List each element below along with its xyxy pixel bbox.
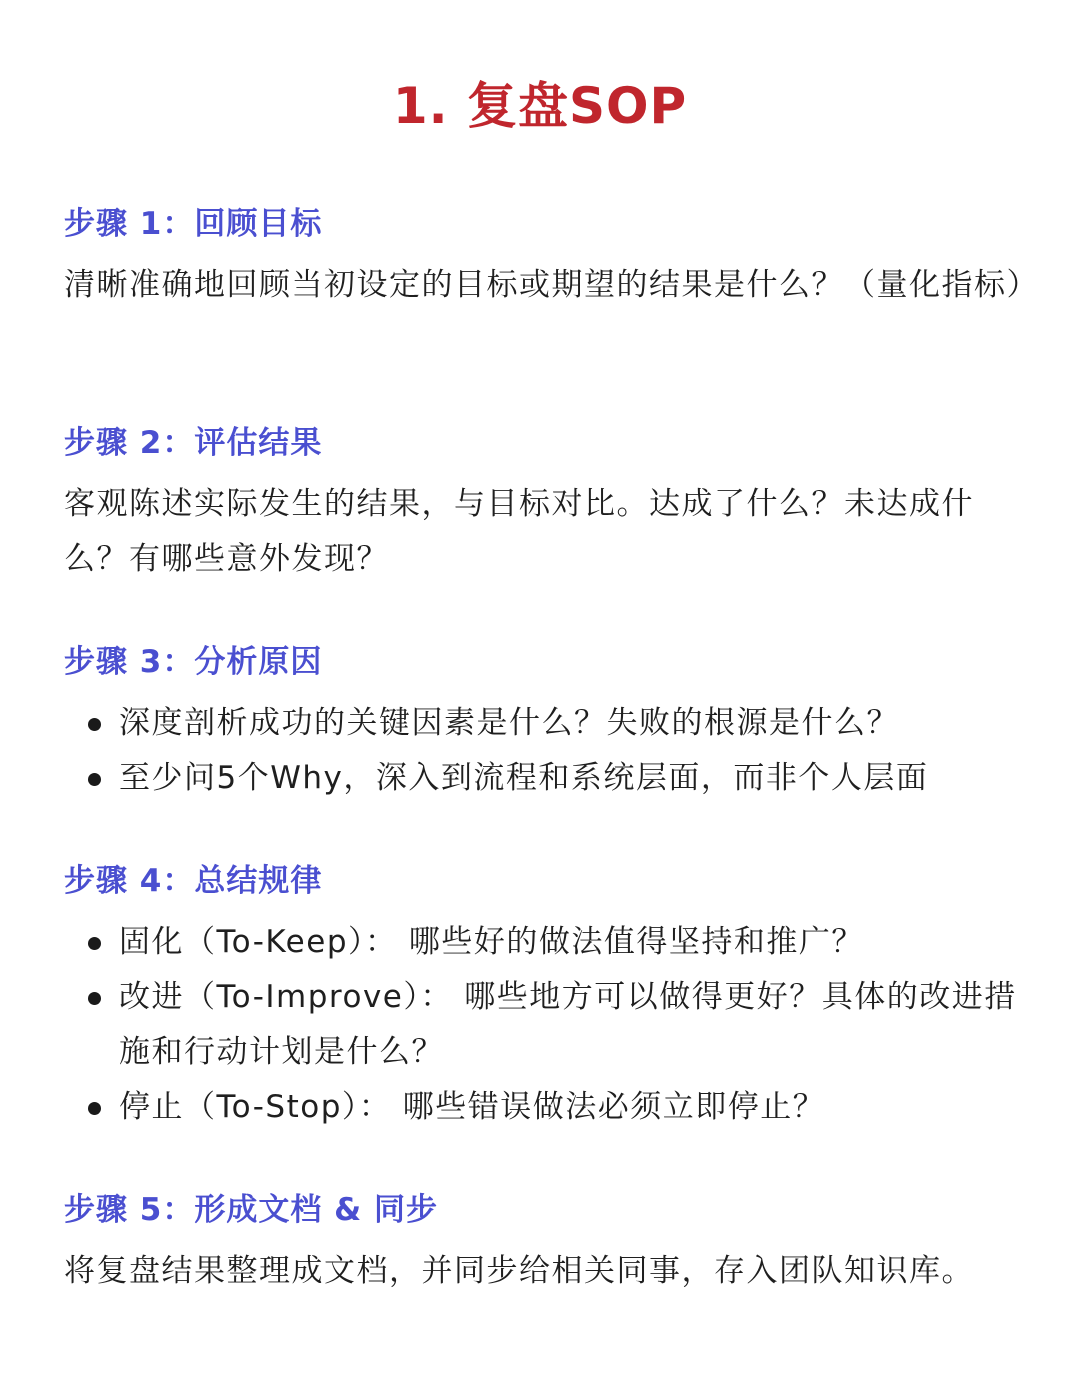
step-5-text: 将复盘结果整理成文档，并同步给相关同事，存入团队知识库。 — [64, 1253, 974, 1289]
list-item-text: 至少问5个Why，深入到流程和系统层面，而非个人层面 — [119, 760, 929, 796]
bullet-dot-icon — [88, 773, 101, 786]
list-item — [64, 696, 1024, 751]
step-5-heading: 步骤 5：形成文档 & 同步 — [64, 1192, 438, 1228]
step-1 — [64, 202, 1039, 313]
list-item — [64, 970, 1024, 1080]
bullet-dot-icon — [88, 1102, 101, 1115]
list-item — [64, 751, 1024, 806]
list-item — [64, 915, 1024, 970]
step-3-heading: 步骤 3：分析原因 — [64, 644, 323, 680]
bullet-dot-icon — [88, 937, 101, 950]
step-3 — [64, 640, 1024, 806]
bullet-dot-icon — [88, 718, 101, 731]
list-item-text: 停止（To-Stop）： 哪些错误做法必须立即停止？ — [119, 1089, 826, 1125]
step-5 — [64, 1188, 1024, 1299]
list-item-text: 改进（To-Improve）： 哪些地方可以做得更好？具体的改进措施和行动计划是什么？ — [119, 979, 1017, 1070]
step-2 — [64, 421, 1024, 587]
step-2-text: 客观陈述实际发生的结果，与目标对比。达成了什么？未达成什么？有哪些意外发现？ — [64, 486, 974, 577]
list-item — [64, 1080, 1024, 1135]
step-2-heading: 步骤 2：评估结果 — [64, 425, 323, 461]
step-4-heading: 步骤 4：总结规律 — [64, 863, 323, 899]
page-title: 1. 复盘SOP — [392, 77, 688, 135]
bullet-dot-icon — [88, 992, 101, 1005]
step-4 — [64, 859, 1024, 1135]
step-4-bullet-list — [64, 915, 1024, 1135]
step-1-text: 清晰准确地回顾当初设定的目标或期望的结果是什么？（量化指标） — [64, 267, 1039, 303]
step-3-bullet-list — [64, 696, 1024, 806]
list-item-text: 深度剖析成功的关键因素是什么？失败的根源是什么？ — [119, 705, 899, 741]
list-item-text: 固化（To-Keep）： 哪些好的做法值得坚持和推广？ — [119, 924, 864, 960]
step-1-heading: 步骤 1：回顾目标 — [64, 206, 323, 242]
